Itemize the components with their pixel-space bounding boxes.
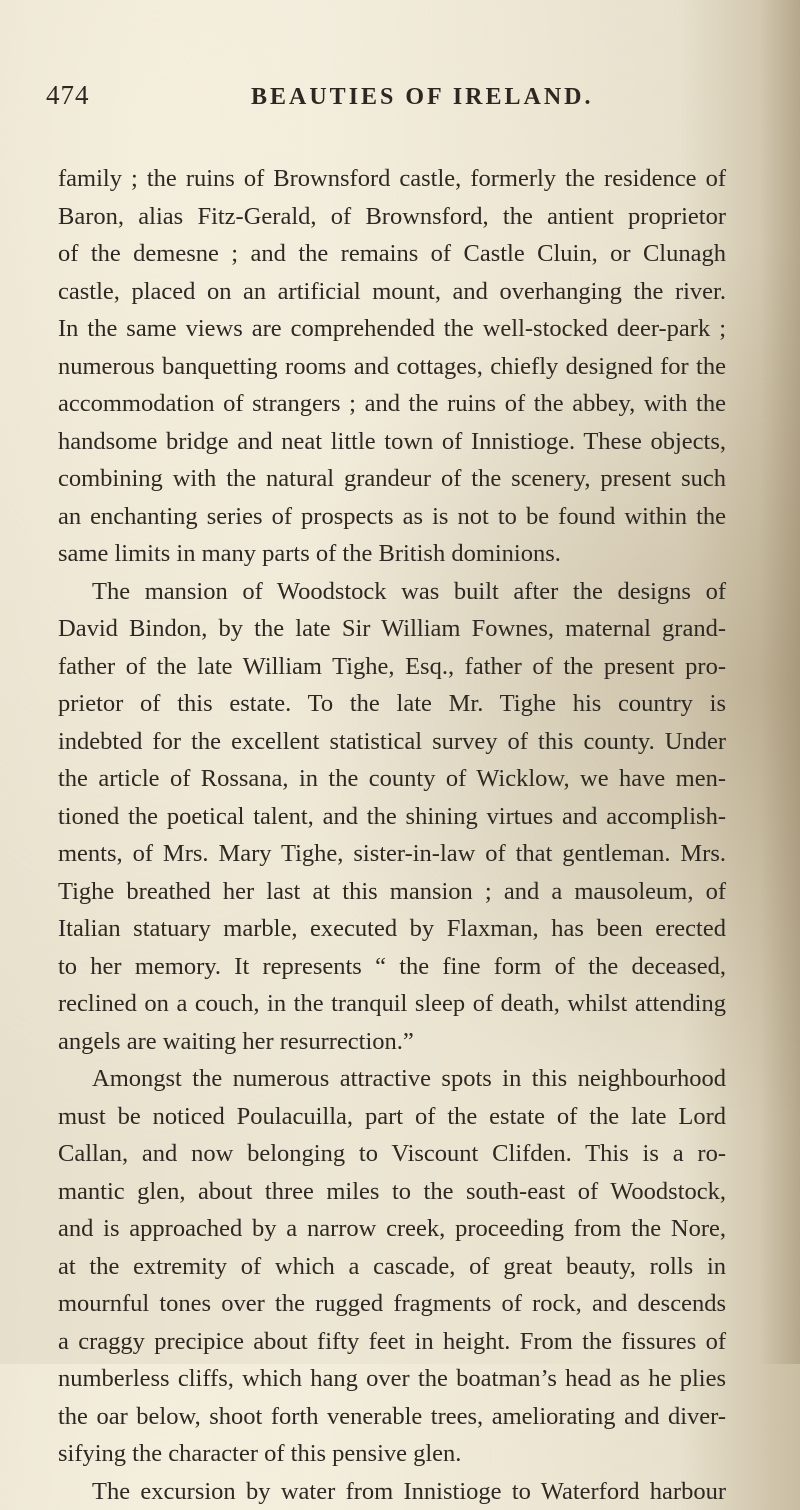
text-line: mantic glen, about three miles to the south-east of Woodstock, (58, 1173, 726, 1211)
text-line: father of the late William Tighe, Esq., father of the present pro- (58, 648, 726, 686)
page-number: 474 (46, 80, 90, 111)
page-gutter-shadow (760, 0, 800, 1364)
text-line: numerous banquetting rooms and cottages, chiefly designed for the (58, 348, 726, 386)
text-line: the oar below, shoot forth venerable trees, ameliorating and diver- (58, 1398, 726, 1436)
text-line: must be noticed Poulacuilla, part of the estate of the late Lord (58, 1098, 726, 1136)
text-line: to her memory. It represents “ the fine form of the deceased, (58, 948, 726, 986)
text-line: of the demesne ; and the remains of Castle Cluin, or Clunagh (58, 235, 726, 273)
text-line: The excursion by water from Innistioge to Waterford harbour (58, 1473, 726, 1510)
text-line: combining with the natural grandeur of the scenery, present such (58, 460, 726, 498)
text-line: David Bindon, by the late Sir William Fownes, maternal grand- (58, 610, 726, 648)
text-line: ments, of Mrs. Mary Tighe, sister-in-law of that gentleman. Mrs. (58, 835, 726, 873)
paragraph-4 (58, 1473, 726, 1510)
text-line: and is approached by a narrow creek, proceeding from the Nore, (58, 1210, 726, 1248)
text-line: tioned the poetical talent, and the shining virtues and accomplish- (58, 798, 726, 836)
text-line: sifying the character of this pensive glen. (58, 1435, 726, 1473)
text-line: a craggy precipice about fifty feet in height. From the fissures of (58, 1323, 726, 1361)
text-line: same limits in many parts of the British dominions. (58, 535, 726, 573)
running-head (46, 80, 696, 120)
text-line: Tighe breathed her last at this mansion ; and a mausoleum, of (58, 873, 726, 911)
text-line: Callan, and now belonging to Viscount Clifden. This is a ro- (58, 1135, 726, 1173)
paragraph-2 (58, 573, 726, 1061)
body-text (58, 160, 726, 1510)
running-title: BEAUTIES OF IRELAND. (251, 84, 594, 111)
text-line: angels are waiting her resurrection.” (58, 1023, 726, 1061)
text-line: The mansion of Woodstock was built after the designs of (58, 573, 726, 611)
text-line: reclined on a couch, in the tranquil sleep of death, whilst attending (58, 985, 726, 1023)
text-line: Amongst the numerous attractive spots in this neighbourhood (58, 1060, 726, 1098)
text-line: numberless cliffs, which hang over the boatman’s head as he plies (58, 1360, 726, 1398)
text-line: mournful tones over the rugged fragments of rock, and descends (58, 1285, 726, 1323)
paragraph-3 (58, 1060, 726, 1473)
text-line: at the extremity of which a cascade, of great beauty, rolls in (58, 1248, 726, 1286)
text-line: castle, placed on an artificial mount, and overhanging the river. (58, 273, 726, 311)
text-line: handsome bridge and neat little town of Innistioge. These objects, (58, 423, 726, 461)
text-line: family ; the ruins of Brownsford castle, formerly the residence of (58, 160, 726, 198)
text-line: Italian statuary marble, executed by Flaxman, has been erected (58, 910, 726, 948)
text-line: an enchanting series of prospects as is not to be found within the (58, 498, 726, 536)
text-line: In the same views are comprehended the well-stocked deer-park ; (58, 310, 726, 348)
text-line: accommodation of strangers ; and the ruins of the abbey, with the (58, 385, 726, 423)
text-line: Baron, alias Fitz-Gerald, of Brownsford, the antient proprietor (58, 198, 726, 236)
paragraph-1 (58, 160, 726, 573)
text-line: indebted for the excellent statistical survey of this county. Under (58, 723, 726, 761)
text-line: prietor of this estate. To the late Mr. Tighe his country is (58, 685, 726, 723)
text-line: the article of Rossana, in the county of Wicklow, we have men- (58, 760, 726, 798)
